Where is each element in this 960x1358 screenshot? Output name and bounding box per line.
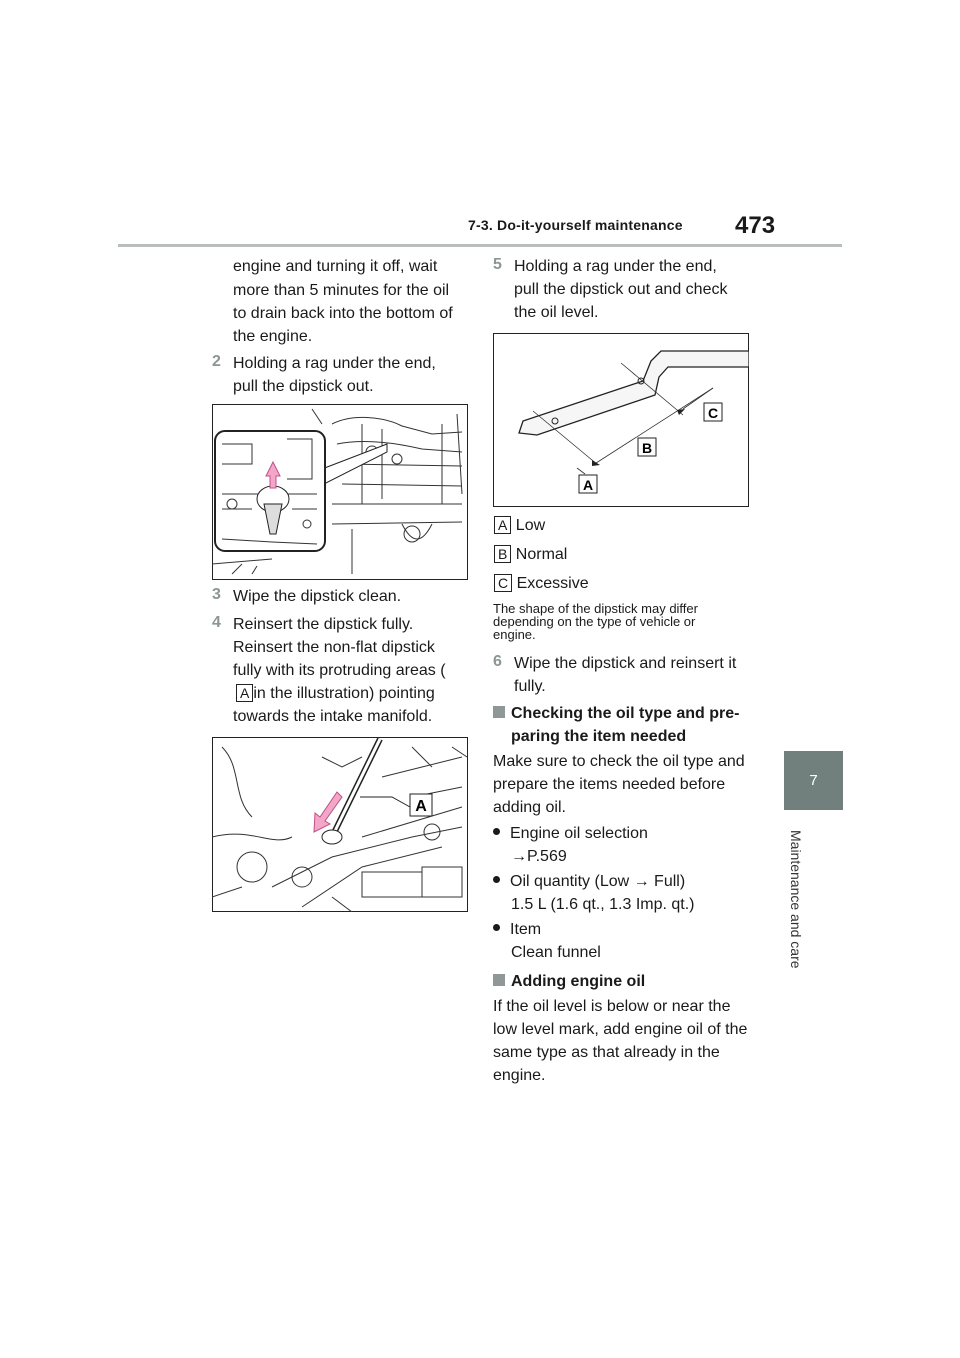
dipstick-label-c: C xyxy=(707,405,719,421)
bullet-1-line-2[interactable]: →P.569 xyxy=(511,848,567,865)
figure-reinsert-dipstick xyxy=(212,737,468,912)
bullet-2-line-2: 1.5 L (1.6 qt., 1.3 Imp. qt.) xyxy=(511,896,695,913)
figure-dipstick-levels xyxy=(493,333,749,507)
note-line-3: engine. xyxy=(493,627,536,642)
label-a-inline: A xyxy=(236,684,253,702)
legend-low xyxy=(494,514,545,538)
bullet-3-line-2: Clean funnel xyxy=(511,944,601,961)
para1-line-2: prepare the items needed before xyxy=(493,776,726,793)
step-6-line-2: fully. xyxy=(514,678,546,695)
bullet-icon xyxy=(493,876,500,883)
heading-oil-type-line-1 xyxy=(493,702,739,726)
step-2-line-1: Holding a rag under the end, xyxy=(233,355,436,372)
heading-oil-type-line-2: paring the item needed xyxy=(511,728,687,745)
step-4-line-5: towards the intake manifold. xyxy=(233,708,433,725)
legend-excessive xyxy=(494,572,589,596)
intro-line-2: more than 5 minutes for the oil xyxy=(233,282,450,299)
legend-normal xyxy=(494,543,567,567)
para2-line-4: engine. xyxy=(493,1067,546,1084)
para1-line-3: adding oil. xyxy=(493,799,566,816)
step-4-line-2: Reinsert the non-flat dipstick xyxy=(233,639,435,656)
bullet-icon xyxy=(493,924,500,931)
intro-line-3: to drain back into the bottom of xyxy=(233,305,453,322)
intro-line-4: the engine. xyxy=(233,328,313,345)
para1-line-1: Make sure to check the oil type and xyxy=(493,753,745,770)
step-2-number: 2 xyxy=(212,353,221,370)
heading-adding-oil-text: Adding engine oil xyxy=(511,973,646,990)
bullet-2-text: Oil quantity (Low → Full) xyxy=(510,873,686,890)
step-4-line-1: Reinsert the dipstick fully. xyxy=(233,616,414,633)
bullet-2-line-1 xyxy=(493,870,685,894)
legend-text-normal: Normal xyxy=(515,546,568,563)
heading-oil-type-text-1: Checking the oil type and pre- xyxy=(511,705,740,722)
step-2-line-2: pull the dipstick out. xyxy=(233,378,374,395)
step-4-number: 4 xyxy=(212,614,221,631)
step-5-line-1: Holding a rag under the end, xyxy=(514,258,717,275)
para2-line-3: same type as that already in the xyxy=(493,1044,720,1061)
dipstick-label-b: B xyxy=(641,440,653,456)
step-5-number: 5 xyxy=(493,256,502,273)
step-3-number: 3 xyxy=(212,586,221,603)
figure-pull-dipstick xyxy=(212,404,468,580)
figure-2-label-a: A xyxy=(415,798,427,815)
bullet-1-line-1 xyxy=(493,822,648,846)
heading-adding-oil xyxy=(493,970,645,994)
chapter-side-label xyxy=(786,830,806,990)
heading-square-icon xyxy=(493,706,505,718)
chapter-tab[interactable]: 7 xyxy=(784,751,843,810)
step-6-number: 6 xyxy=(493,653,502,670)
bullet-3-text: Item xyxy=(510,921,542,938)
legend-key-c: C xyxy=(494,574,512,592)
step-5-line-3: the oil level. xyxy=(514,304,599,321)
step-4-line-4 xyxy=(236,682,435,706)
legend-key-b: B xyxy=(494,545,511,563)
note-line-1: The shape of the dipstick may differ xyxy=(493,601,698,616)
step-3-text: Wipe the dipstick clean. xyxy=(233,588,402,605)
para2-line-2: low level mark, add engine oil of the xyxy=(493,1021,748,1038)
legend-text-excessive: Excessive xyxy=(516,575,589,592)
dipstick-label-a: A xyxy=(582,477,594,493)
header-rule xyxy=(118,244,842,247)
bullet-icon xyxy=(493,828,500,835)
bullet-1-text: Engine oil selection xyxy=(510,825,648,842)
intro-line-1: engine and turning it off, wait xyxy=(233,258,438,275)
step-5-line-2: pull the dipstick out and check xyxy=(514,281,728,298)
step-4-line-4-rest: in the illustration) pointing xyxy=(253,685,435,702)
section-title: 7-3. Do-it-yourself maintenance xyxy=(468,217,683,233)
page-number: 473 xyxy=(735,212,776,239)
chapter-title: Maintenance and care xyxy=(788,830,804,969)
para2-line-1: If the oil level is below or near the xyxy=(493,998,731,1015)
note-line-2: depending on the type of vehicle or xyxy=(493,614,696,629)
step-4-line-3: fully with its protruding areas ( xyxy=(233,662,446,679)
legend-text-low: Low xyxy=(515,517,546,534)
step-6-line-1: Wipe the dipstick and reinsert it xyxy=(514,655,737,672)
legend-key-a: A xyxy=(494,516,511,534)
heading-square-icon xyxy=(493,974,505,986)
bullet-3-line-1 xyxy=(493,918,541,942)
